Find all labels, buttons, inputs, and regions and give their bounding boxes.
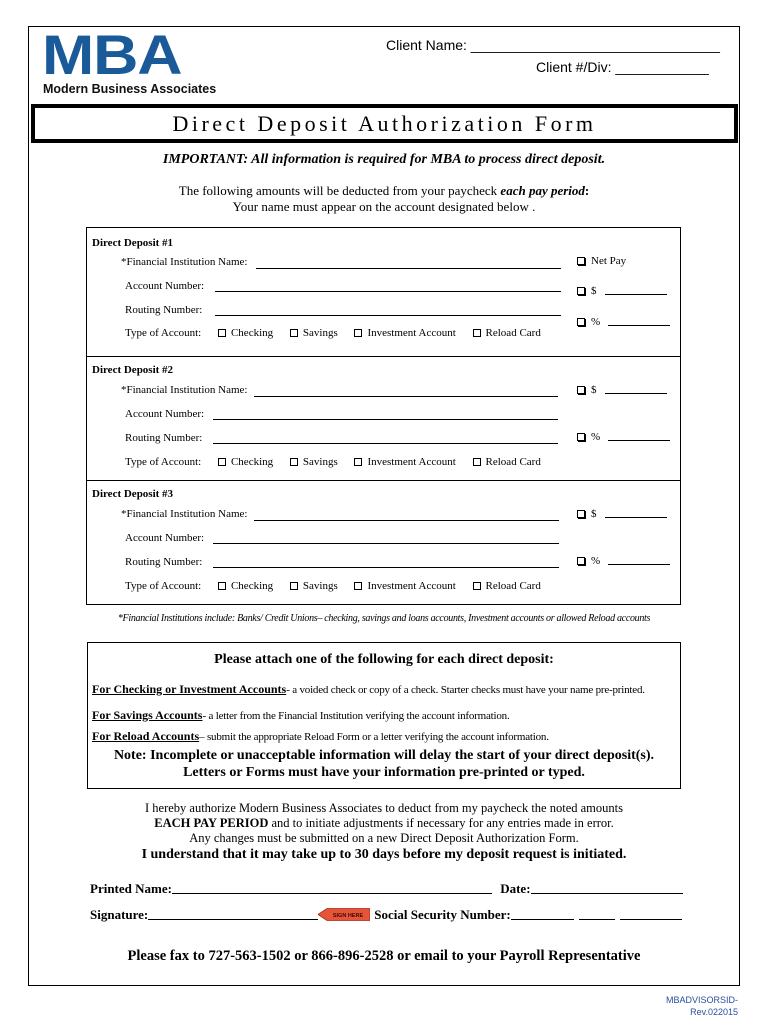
dollar-input-2[interactable]	[605, 393, 667, 394]
attachment-requirements-box	[87, 642, 681, 789]
percent-input-2[interactable]	[608, 440, 670, 441]
percent-input-3[interactable]	[608, 564, 670, 565]
account-type-row-2	[125, 456, 541, 468]
dollar-input-3[interactable]	[605, 517, 667, 518]
account-input-2[interactable]	[213, 419, 558, 420]
ssn-input-part2[interactable]	[579, 919, 615, 920]
investment-option-2[interactable]: Investment Account	[354, 456, 455, 468]
checkbox-icon	[354, 582, 362, 590]
financial-institutions-note: *Financial Institutions include: Banks/ Credit Unions– checking, savings and loans accounts, Investment accounts or allowed Reload accounts	[117, 613, 651, 624]
checkbox-icon	[218, 582, 226, 590]
account-type-row-1	[125, 327, 541, 339]
checkbox-icon	[290, 329, 298, 337]
authorization-text: I hereby authorize Modern Business Associates to deduct from my paycheck the noted amounts EACH PAY PERIOD and to initiate adjustments if necessary for any entries made in error. Any changes must be submitted on a new Direct Deposit Authorization Form.	[144, 801, 623, 845]
deposit-section-1	[87, 228, 680, 357]
institution-input-2[interactable]	[254, 396, 558, 397]
account-type-row-3	[125, 580, 541, 592]
checkbox-icon	[473, 458, 481, 466]
checkbox-icon	[473, 329, 481, 337]
routing-label-2: Routing Number:	[125, 432, 203, 444]
deposit-section-3	[87, 480, 680, 605]
account-label-3: Account Number:	[125, 532, 205, 544]
deposit-title-3: Direct Deposit #3	[92, 488, 174, 500]
savings-option-1[interactable]: Savings	[290, 327, 338, 339]
checkbox-icon	[577, 510, 585, 518]
checkbox-icon	[577, 257, 585, 265]
checkbox-icon	[290, 458, 298, 466]
checkbox-icon	[218, 458, 226, 466]
institution-input-3[interactable]	[254, 520, 559, 521]
checkbox-icon	[290, 582, 298, 590]
deduction-notice	[0, 183, 768, 215]
client-name-field[interactable]: Client Name: ________________________________	[386, 37, 720, 53]
form-revision-code: MBADVISORSID- Rev.022015	[665, 995, 738, 1017]
fax-instructions: Please fax to 727-563-1502 or 866-896-2528 or email to your Payroll Representative	[127, 948, 641, 964]
dollar-option-1[interactable]: $	[577, 285, 667, 297]
deduct-prefix: The following amounts will be deducted from your paycheck	[178, 183, 501, 198]
percent-input-1[interactable]	[608, 325, 670, 326]
attach-note-line2: Letters or Forms must have your information pre-printed or typed.	[183, 765, 585, 780]
logo-subtitle: Modern Business Associates	[43, 82, 217, 96]
mba-logo	[42, 23, 232, 99]
checkbox-icon	[354, 329, 362, 337]
signature-input[interactable]	[148, 919, 318, 920]
important-notice: IMPORTANT: All information is required for MBA to process direct deposit.	[162, 152, 606, 167]
deduct-suffix: :	[584, 183, 590, 198]
dollar-input-1[interactable]	[605, 294, 667, 295]
form-title: Direct Deposit Authorization Form	[172, 110, 597, 136]
client-div-field[interactable]: Client #/Div: ____________	[536, 59, 709, 75]
checkbox-icon	[354, 458, 362, 466]
checkbox-icon	[577, 287, 585, 295]
routing-input-3[interactable]	[213, 567, 559, 568]
investment-option-1[interactable]: Investment Account	[354, 327, 455, 339]
institution-label-3: *Financial Institution Name:	[121, 508, 248, 520]
name-requirement: Your name must appear on the account designated below .	[232, 199, 536, 214]
ssn-input-part3[interactable]	[620, 919, 682, 920]
checkbox-icon	[577, 433, 585, 441]
processing-time-notice: I understand that it may take up to 30 days before my deposit request is initiated.	[141, 847, 627, 862]
checking-option-1[interactable]: Checking	[218, 327, 273, 339]
deposit-title-1: Direct Deposit #1	[92, 237, 174, 249]
reload-option-3[interactable]: Reload Card	[473, 580, 541, 592]
ssn-label: Social Security Number:	[374, 907, 511, 922]
checking-option-3[interactable]: Checking	[218, 580, 273, 592]
checkbox-icon	[577, 318, 585, 326]
institution-label-1: *Financial Institution Name:	[121, 256, 248, 268]
signature-label: Signature:	[90, 907, 149, 922]
institution-input-1[interactable]	[256, 268, 561, 269]
printed-name-label: Printed Name:	[90, 881, 172, 896]
percent-option-2[interactable]: %	[577, 431, 670, 443]
ssn-input-part1[interactable]	[511, 919, 574, 920]
date-label: Date:	[500, 881, 531, 896]
percent-option-1[interactable]: %	[577, 316, 670, 328]
percent-option-3[interactable]: %	[577, 555, 670, 567]
routing-input-1[interactable]	[215, 315, 561, 316]
savings-option-3[interactable]: Savings	[290, 580, 338, 592]
printed-name-row	[90, 881, 683, 897]
account-input-1[interactable]	[215, 291, 561, 292]
deposit-section-2	[87, 356, 680, 481]
checkbox-icon	[577, 557, 585, 565]
attach-item-savings: For Savings Accounts- a letter from the Financial Institution verifying the account information.	[92, 708, 510, 722]
net-pay-option-1[interactable]: Net Pay	[577, 255, 626, 267]
attach-note-line1: Note: Incomplete or unacceptable information will delay the start of your direct deposit(s).	[113, 748, 655, 763]
logo-mark: MBA	[42, 23, 182, 86]
account-label-2: Account Number:	[125, 408, 205, 420]
checkbox-icon	[218, 329, 226, 337]
svg-text:SIGN HERE: SIGN HERE	[333, 913, 364, 919]
account-label-1: Account Number:	[125, 280, 205, 292]
investment-option-3[interactable]: Investment Account	[354, 580, 455, 592]
checkbox-icon	[473, 582, 481, 590]
attach-item-reload: For Reload Accounts– submit the appropriate Reload Form or a letter verifying the account information.	[92, 729, 549, 743]
date-input[interactable]	[531, 893, 683, 894]
account-type-label-3: Type of Account:	[125, 580, 202, 592]
direct-deposit-box	[86, 227, 681, 605]
printed-name-input[interactable]	[172, 893, 492, 894]
signature-row	[90, 907, 682, 923]
checking-option-2[interactable]: Checking	[218, 456, 273, 468]
sign-here-arrow-icon	[318, 908, 370, 921]
dollar-option-2[interactable]: $	[577, 384, 667, 396]
deduct-emphasis: each pay period	[500, 183, 585, 198]
account-type-label-2: Type of Account:	[125, 456, 202, 468]
attach-note	[88, 747, 680, 781]
routing-input-2[interactable]	[213, 443, 558, 444]
account-type-label-1: Type of Account:	[125, 327, 202, 339]
attach-item-checking: For Checking or Investment Accounts- a voided check or copy of a check. Starter checks must have your name pre-printed.	[92, 682, 645, 696]
account-input-3[interactable]	[213, 543, 559, 544]
dollar-option-3[interactable]: $	[577, 508, 667, 520]
routing-label-3: Routing Number:	[125, 556, 203, 568]
routing-label-1: Routing Number:	[125, 304, 203, 316]
attach-title: Please attach one of the following for each direct deposit:	[214, 652, 554, 667]
form-title-bar	[31, 104, 738, 143]
reload-option-2[interactable]: Reload Card	[473, 456, 541, 468]
checkbox-icon	[577, 386, 585, 394]
reload-option-1[interactable]: Reload Card	[473, 327, 541, 339]
deposit-title-2: Direct Deposit #2	[92, 364, 174, 376]
savings-option-2[interactable]: Savings	[290, 456, 338, 468]
institution-label-2: *Financial Institution Name:	[121, 384, 248, 396]
